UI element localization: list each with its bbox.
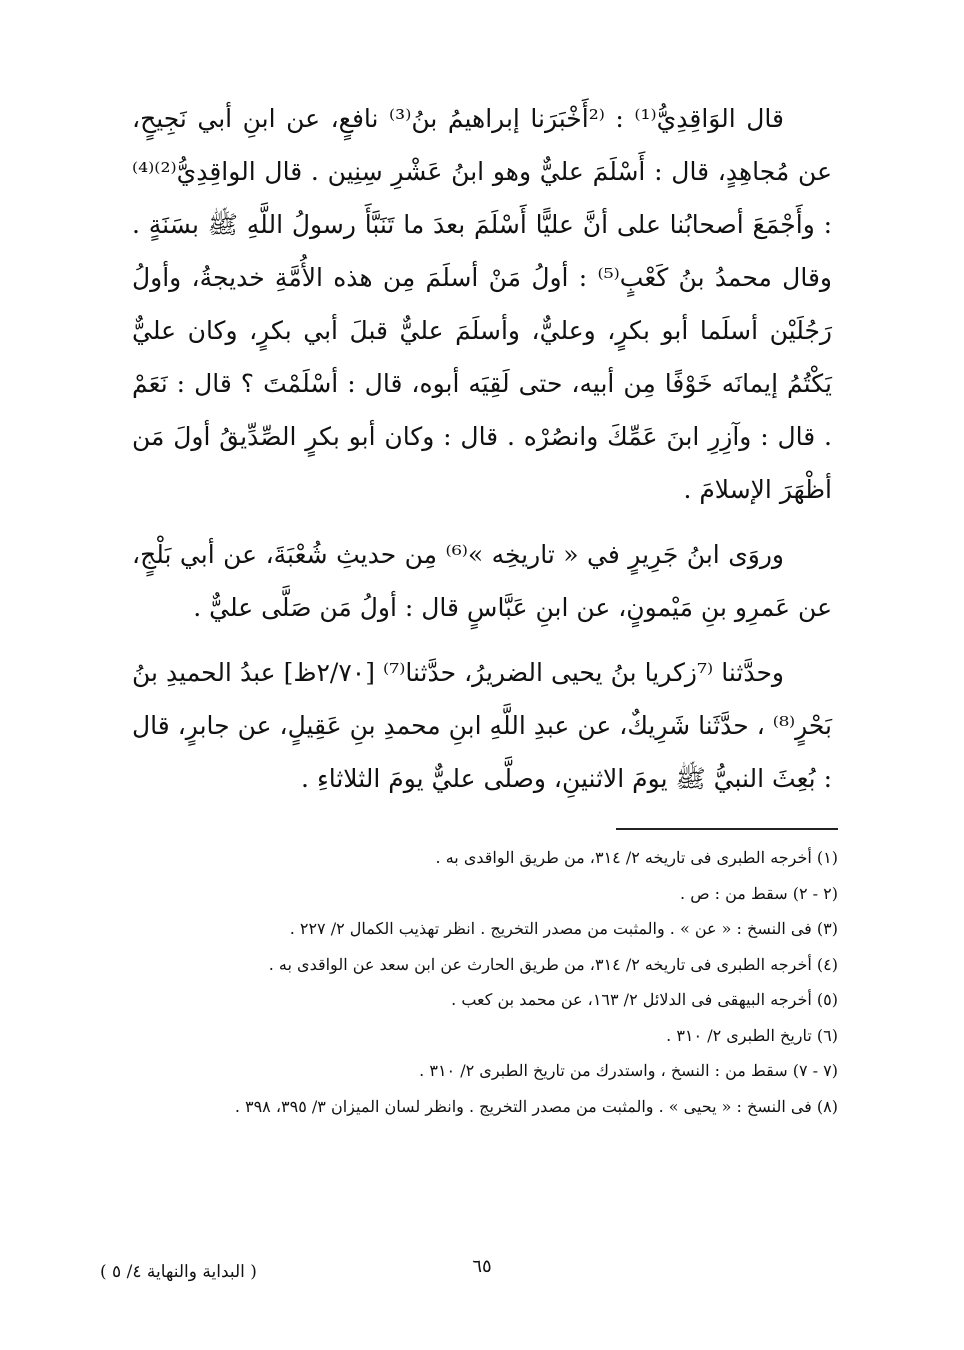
running-footer: ( البداية والنهاية ٤/ ٥ ) [100,1262,257,1282]
footnotes [160,840,838,1124]
footnote-2: (٢ - ٢) سقط من : ص . [680,883,838,903]
main-text [132,92,832,817]
footnote-7: (٧ - ٧) سقط من : النسخ ، واستدرك من تاريخ الطبرى ٢/ ٣١٠ . [419,1061,838,1080]
footnote-3: (٣) فى النسخ : « عن » . والمثبت من مصدر التخريج . انظر تهذيب الكمال ٢/ ٢٢٧ . [289,919,838,938]
footnote-1: (١) أخرجه الطبرى فى تاريخه ٢/ ٣١٤، من طريق الواقدى به . [435,848,838,867]
footnote-5: (٥) أخرجه البيهقى فى الدلائل ٢/ ١٦٣، عن محمد بن كعب . [451,990,838,1009]
paragraph-3: وحدَّثنا ⁽⁷زكريا بنُ يحيى الضريرُ، حدَّثنا⁽⁷⁾ [٢/٧٠ظ] عبدُ الحميدِ بنُ بَحْرٍ⁽⁸⁾ ، حدَّثَنا شَرِيكٌ، عن عبدِ اللَّهِ ابنِ محمدِ بنِ عَقِيلٍ، عن جابرٍ، قال : بُعِثَ النبيُّ ﷺ يومَ الاثنينِ، وصلَّى عليٌّ يومَ الثلاثاءِ . [132,658,832,793]
footnote-6: (٦) تاريخ الطبرى ٢/ ٣١٠ . [666,1025,838,1045]
paragraph-1: قال الوَاقِدِيُّ⁽¹⁾ : ⁽²أَخْبَرَنا إبراهيمُ بنُ⁽³⁾ نافعٍ، عن ابنِ أبي نَجِيحٍ، عن مُجاهِدٍ، قال : أَسْلَمَ عليٌّ وهو ابنُ عَشْرِ سِنِين . قال الواقِدِيُّ⁽²⁾⁽⁴⁾ : وأَجْمَعَ أصحابُنا على أنَّ عليًّا أَسْلَمَ بعدَ ما تَنَبَّأَ رسولُ اللَّهِ ﷺ بسَنَةٍ . وقال محمدُ بنُ كَعْبٍ⁽⁵⁾ : أولُ مَنْ أسلَمَ مِن هذه الأُمَّةِ خديجةُ، وأولُ رَجُلَيْن أسلَما أبو بكرٍ، وعليٌّ، وأسلَمَ عليٌّ قبلَ أبي بكرٍ، وكان عليٌّ يَكْتُمُ إيمانَه خَوْفًا مِن أبيه، حتى لَقِيَه أبوه، قال : أسْلَمْتَ ؟ قال : نَعَمْ . قال : وآزِرِ ابنَ عَمِّكَ وانصُرْه . قال : وكان أبو بكرٍ الصِّدِّيقُ أولَ مَن أظْهَرَ الإسلامَ . [132,104,832,504]
paragraph-2: وروَى ابنُ جَرِيرٍ في « تاريخِه »⁽⁶⁾ مِن حديثِ شُعْبَةَ، عن أبي بَلْجٍ، عن عَمرِو بنِ مَيْمونٍ، عن ابنِ عَبَّاسٍ قال : أولُ مَن صَلَّى عليٌّ . [132,540,832,622]
page-number: ٦٥ [472,1256,492,1277]
footnote-divider [616,828,838,830]
footnote-8: (٨) فى النسخ : « يحيى » . والمثبت من مصدر التخريج . وانظر لسان الميزان ٣/ ٣٩٥، ٣٩٨ . [234,1096,838,1116]
footnote-4: (٤) أخرجه الطبرى فى تاريخه ٢/ ٣١٤، من طريق الحارث عن ابن سعد عن الواقدى به . [268,954,838,974]
